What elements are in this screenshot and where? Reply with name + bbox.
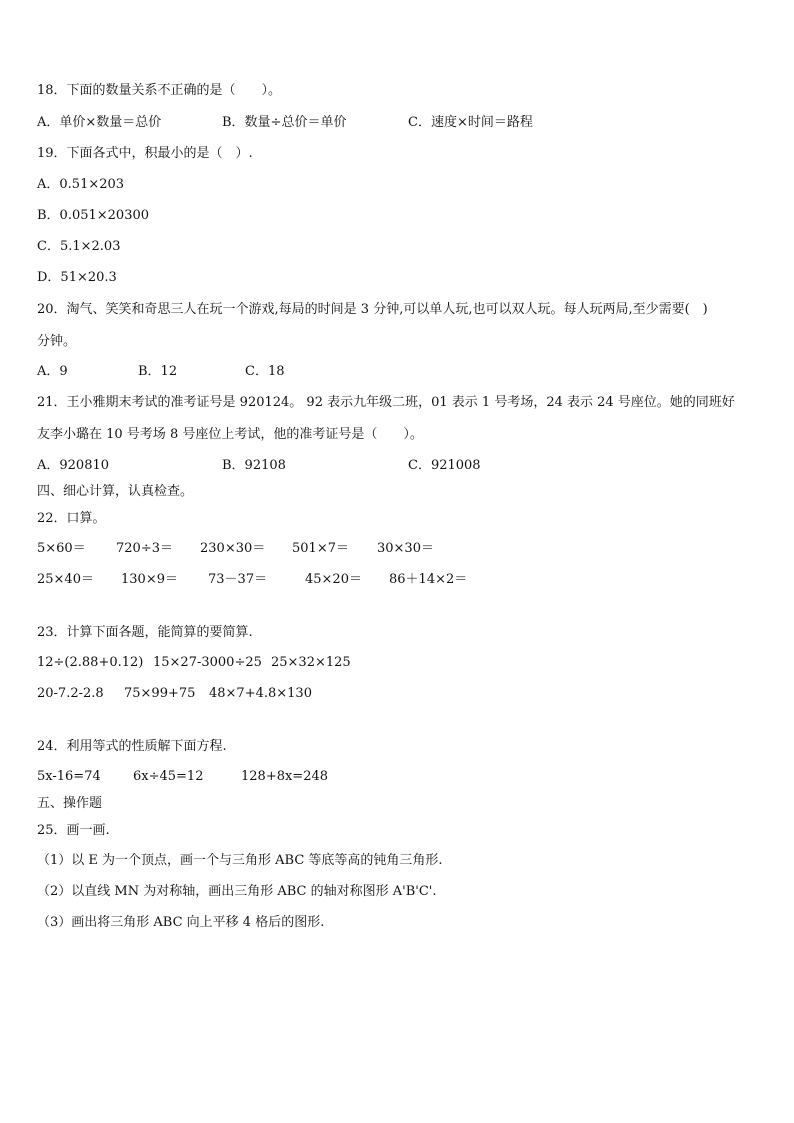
section-4-heading: 四、细心计算，认真检查。 bbox=[37, 484, 194, 499]
q25-item-1: （1）以 E 为一个顶点，画一个与三角形 ABC 等底等高的钝角三角形. bbox=[37, 853, 443, 868]
q20-stem-line2: 分钟。 bbox=[37, 334, 77, 349]
q20-option-a[interactable]: A．9 bbox=[37, 364, 68, 379]
q20-option-b[interactable]: B．12 bbox=[138, 364, 178, 379]
q24-equation: 128+8x=248 bbox=[241, 769, 329, 784]
q20-stem-line1: 20．淘气、笑笑和奇思三人在玩一个游戏,每局的时间是 3 分钟,可以单人玩,也可以双人玩。每人玩两局,至少需要( ) bbox=[37, 302, 708, 317]
q22-problem: 73－37＝ bbox=[208, 572, 268, 587]
q24-equation: 6x÷45=12 bbox=[133, 769, 204, 784]
q23-problem: 48×7+4.8×130 bbox=[209, 686, 312, 701]
q19-option-b[interactable]: B．0.051×20300 bbox=[37, 208, 150, 223]
q21-options bbox=[0, 457, 794, 475]
q19-stem: 19．下面各式中，积最小的是（ ）. bbox=[37, 146, 253, 161]
q18-option-a[interactable]: A．单价×数量＝总价 bbox=[37, 115, 162, 130]
q22-row-2 bbox=[0, 571, 794, 589]
q23-row-2 bbox=[0, 685, 794, 703]
q24-stem: 24．利用等式的性质解下面方程. bbox=[37, 739, 227, 754]
q20-options bbox=[0, 363, 794, 381]
q23-problem: 12÷(2.88+0.12) bbox=[37, 655, 144, 670]
q23-problem: 20-7.2-2.8 bbox=[37, 686, 104, 701]
section-5-heading: 五、操作题 bbox=[37, 796, 103, 811]
q22-problem: 25×40＝ bbox=[37, 572, 94, 587]
q22-row-1 bbox=[0, 540, 794, 558]
q23-row-1 bbox=[0, 654, 794, 672]
q25-item-3: （3）画出将三角形 ABC 向上平移 4 格后的图形. bbox=[37, 915, 325, 930]
q21-option-a[interactable]: A．920810 bbox=[37, 458, 110, 473]
q23-problem: 15×27-3000÷25 bbox=[153, 655, 262, 670]
q20-option-c[interactable]: C．18 bbox=[245, 364, 285, 379]
q19-option-a[interactable]: A．0.51×203 bbox=[37, 177, 125, 192]
q22-problem: 130×9＝ bbox=[121, 572, 178, 587]
q19-option-d[interactable]: D．51×20.3 bbox=[37, 270, 117, 285]
q23-problem: 75×99+75 bbox=[124, 686, 196, 701]
q18-stem: 18．下面的数量关系不正确的是（ ）。 bbox=[37, 83, 282, 98]
q22-problem: 45×20＝ bbox=[305, 572, 362, 587]
q18-option-c[interactable]: C．速度×时间＝路程 bbox=[408, 115, 533, 130]
q23-stem: 23．计算下面各题，能简算的要简算. bbox=[37, 625, 253, 640]
q21-option-c[interactable]: C．921008 bbox=[408, 458, 481, 473]
q19-option-c[interactable]: C．5.1×2.03 bbox=[37, 239, 121, 254]
q21-stem-line2: 友李小璐在 10 号考场 8 号座位上考试，他的准考证号是（ ）。 bbox=[37, 427, 423, 442]
q22-stem: 22．口算。 bbox=[37, 511, 106, 526]
q24-equation: 5x-16=74 bbox=[37, 769, 101, 784]
q22-problem: 230×30＝ bbox=[200, 541, 266, 556]
q25-stem: 25．画一画. bbox=[37, 823, 110, 838]
q18-options bbox=[0, 114, 794, 132]
q24-row-1 bbox=[0, 768, 794, 786]
q21-stem-line1: 21．王小雅期末考试的准考证号是 920124。 92 表示九年级二班，01 表示 1 号考场，24 表示 24 号座位。她的同班好 bbox=[37, 395, 735, 410]
q22-problem: 86＋14×2＝ bbox=[389, 572, 468, 587]
q22-problem: 720÷3＝ bbox=[116, 541, 173, 556]
q22-problem: 30×30＝ bbox=[377, 541, 434, 556]
q22-problem: 5×60＝ bbox=[37, 541, 86, 556]
q21-option-b[interactable]: B．92108 bbox=[222, 458, 286, 473]
q18-option-b[interactable]: B．数量÷总价＝单价 bbox=[222, 115, 347, 130]
q25-item-2: （2）以直线 MN 为对称轴，画出三角形 ABC 的轴对称图形 A'B'C'. bbox=[37, 884, 437, 899]
q23-problem: 25×32×125 bbox=[271, 655, 351, 670]
q22-problem: 501×7＝ bbox=[292, 541, 349, 556]
